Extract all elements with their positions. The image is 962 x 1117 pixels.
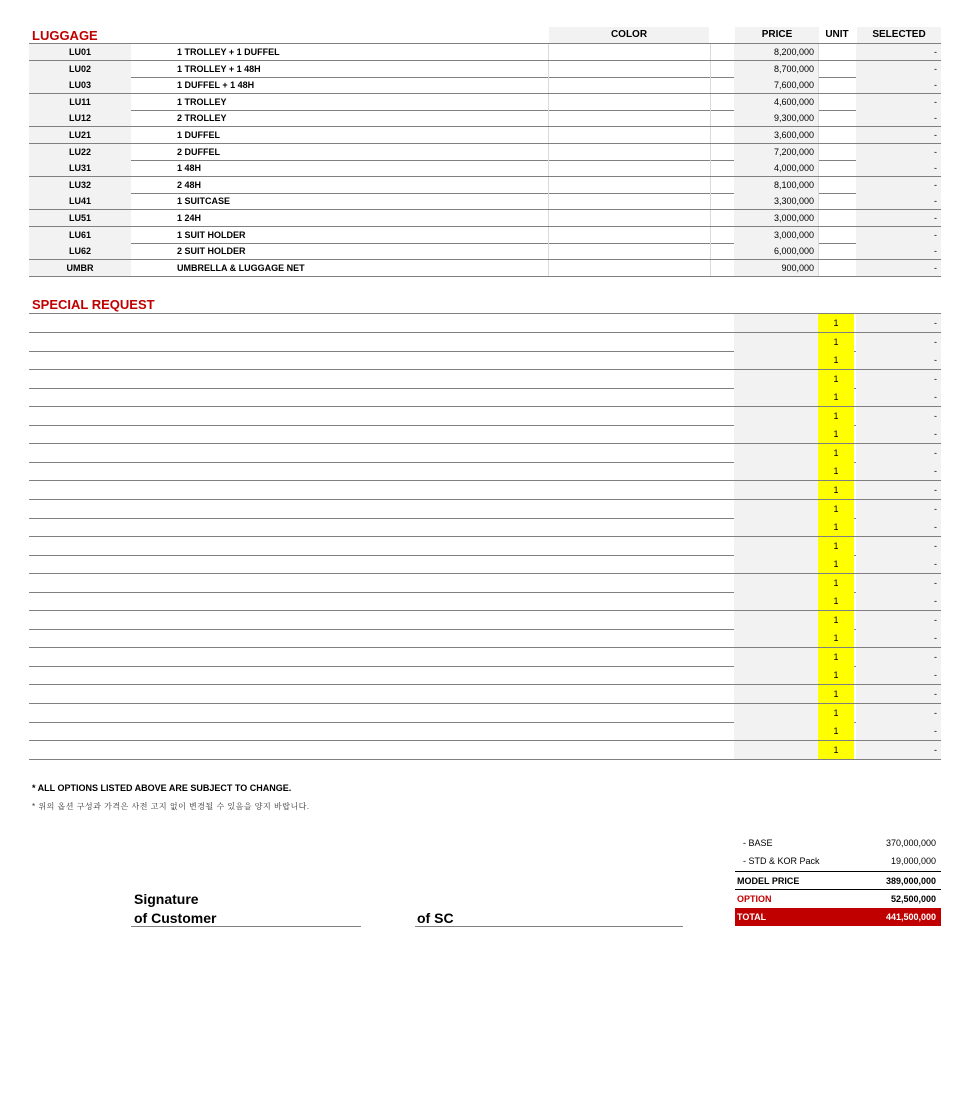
request-price-cell[interactable] bbox=[734, 685, 818, 703]
item-name: 1 48H bbox=[177, 163, 202, 174]
request-selected: - bbox=[856, 629, 941, 647]
signature-label: Signature bbox=[134, 891, 199, 907]
pack-value: 19,000,000 bbox=[890, 856, 936, 866]
selected-value: - bbox=[856, 160, 941, 176]
selected-value: - bbox=[856, 110, 941, 126]
selected-value: - bbox=[856, 127, 941, 143]
luggage-row bbox=[29, 227, 941, 244]
unit-cell[interactable] bbox=[818, 177, 855, 193]
unit-cell[interactable] bbox=[818, 227, 855, 243]
request-unit[interactable]: 1 bbox=[818, 425, 854, 443]
item-price: 8,700,000 bbox=[734, 61, 818, 77]
item-code: LU12 bbox=[29, 110, 131, 126]
request-price-cell[interactable] bbox=[734, 611, 818, 629]
request-selected: - bbox=[856, 537, 941, 555]
color-cell[interactable] bbox=[548, 144, 711, 160]
item-code: LU31 bbox=[29, 160, 131, 176]
item-price: 7,200,000 bbox=[734, 144, 818, 160]
request-unit[interactable]: 1 bbox=[818, 407, 854, 425]
request-description-cell[interactable] bbox=[29, 500, 733, 518]
item-price: 8,100,000 bbox=[734, 177, 818, 193]
item-name: 1 TROLLEY bbox=[177, 96, 227, 107]
request-description-cell[interactable] bbox=[29, 462, 733, 480]
option-label: OPTION bbox=[737, 894, 772, 904]
special-request-row bbox=[29, 555, 941, 574]
luggage-row bbox=[29, 110, 941, 127]
request-price-cell[interactable] bbox=[734, 407, 818, 425]
item-code: LU22 bbox=[29, 144, 131, 160]
item-name: 1 SUIT HOLDER bbox=[177, 229, 246, 240]
request-price-cell[interactable] bbox=[734, 537, 818, 555]
luggage-row bbox=[29, 94, 941, 111]
request-unit[interactable]: 1 bbox=[818, 444, 854, 462]
special-request-row bbox=[29, 388, 941, 407]
item-price: 3,000,000 bbox=[734, 227, 818, 243]
color-cell[interactable] bbox=[548, 94, 711, 110]
request-selected: - bbox=[856, 741, 941, 759]
request-unit[interactable]: 1 bbox=[818, 462, 854, 480]
request-unit[interactable]: 1 bbox=[818, 555, 854, 573]
request-description-cell[interactable] bbox=[29, 370, 733, 388]
unit-cell[interactable] bbox=[818, 77, 855, 93]
request-description-cell[interactable] bbox=[29, 537, 733, 555]
unit-cell[interactable] bbox=[818, 127, 855, 143]
request-unit[interactable]: 1 bbox=[818, 500, 854, 518]
special-request-row bbox=[29, 333, 941, 352]
request-price-cell[interactable] bbox=[734, 388, 818, 406]
request-unit[interactable]: 1 bbox=[818, 370, 854, 388]
request-description-cell[interactable] bbox=[29, 648, 733, 666]
request-unit[interactable]: 1 bbox=[818, 537, 854, 555]
special-request-row bbox=[29, 314, 941, 333]
request-description-cell[interactable] bbox=[29, 314, 733, 332]
request-description-cell[interactable] bbox=[29, 518, 733, 536]
request-unit[interactable]: 1 bbox=[818, 314, 854, 332]
request-price-cell[interactable] bbox=[734, 666, 818, 684]
request-description-cell[interactable] bbox=[29, 741, 733, 759]
special-request-row bbox=[29, 481, 941, 500]
item-price: 4,600,000 bbox=[734, 94, 818, 110]
luggage-title: LUGGAGE bbox=[32, 28, 98, 43]
request-unit[interactable]: 1 bbox=[818, 592, 854, 610]
request-selected: - bbox=[856, 500, 941, 518]
request-price-cell[interactable] bbox=[734, 333, 818, 351]
request-selected: - bbox=[856, 481, 941, 499]
total-label: TOTAL bbox=[737, 912, 767, 922]
base-value: 370,000,000 bbox=[885, 838, 936, 848]
item-name: 1 TROLLEY + 1 48H bbox=[177, 63, 261, 74]
special-request-row bbox=[29, 629, 941, 648]
options-notice-en: * ALL OPTIONS LISTED ABOVE ARE SUBJECT TO CHANGE. bbox=[32, 783, 292, 793]
request-price-cell[interactable] bbox=[734, 370, 818, 388]
option-value: 52,500,000 bbox=[890, 894, 936, 904]
item-name: UMBRELLA & LUGGAGE NET bbox=[177, 262, 305, 273]
request-selected: - bbox=[856, 722, 941, 740]
request-unit[interactable]: 1 bbox=[818, 648, 854, 666]
special-request-title: SPECIAL REQUEST bbox=[32, 297, 155, 312]
request-unit[interactable]: 1 bbox=[818, 666, 854, 684]
special-request-row bbox=[29, 574, 941, 593]
item-code: LU03 bbox=[29, 77, 131, 93]
request-price-cell[interactable] bbox=[734, 722, 818, 740]
special-request-row bbox=[29, 685, 941, 704]
item-code: LU51 bbox=[29, 210, 131, 226]
item-code: LU61 bbox=[29, 227, 131, 243]
request-unit[interactable]: 1 bbox=[818, 351, 854, 369]
request-unit[interactable]: 1 bbox=[818, 629, 854, 647]
luggage-row bbox=[29, 177, 941, 194]
item-name: 1 TROLLEY + 1 DUFFEL bbox=[177, 47, 280, 57]
request-price-cell[interactable] bbox=[734, 351, 818, 369]
color-header: COLOR bbox=[549, 27, 709, 43]
item-price: 9,300,000 bbox=[734, 110, 818, 126]
request-unit[interactable]: 1 bbox=[818, 333, 854, 351]
unit-cell[interactable] bbox=[818, 61, 855, 77]
color-cell[interactable] bbox=[548, 61, 711, 77]
request-unit[interactable]: 1 bbox=[818, 685, 854, 703]
request-selected: - bbox=[856, 592, 941, 610]
request-description-cell[interactable] bbox=[29, 425, 733, 443]
selected-value: - bbox=[856, 193, 941, 209]
request-description-cell[interactable] bbox=[29, 481, 733, 499]
special-request-row bbox=[29, 425, 941, 444]
special-request-row bbox=[29, 648, 941, 667]
selected-value: - bbox=[856, 243, 941, 259]
request-selected: - bbox=[856, 574, 941, 592]
summary-base bbox=[735, 834, 941, 852]
item-code: LU02 bbox=[29, 61, 131, 77]
item-code: LU41 bbox=[29, 193, 131, 209]
item-price: 8,200,000 bbox=[734, 44, 818, 60]
unit-cell[interactable] bbox=[818, 210, 855, 226]
request-price-cell[interactable] bbox=[734, 425, 818, 443]
price-header: PRICE bbox=[735, 27, 819, 43]
request-price-cell[interactable] bbox=[734, 648, 818, 666]
request-description-cell[interactable] bbox=[29, 407, 733, 425]
selected-header: SELECTED bbox=[857, 27, 941, 43]
luggage-row bbox=[29, 127, 941, 144]
request-description-cell[interactable] bbox=[29, 722, 733, 740]
request-description-cell[interactable] bbox=[29, 685, 733, 703]
summary-pack bbox=[735, 852, 941, 870]
luggage-row bbox=[29, 243, 941, 260]
summary-model-price bbox=[735, 871, 941, 890]
luggage-row bbox=[29, 61, 941, 78]
unit-cell[interactable] bbox=[818, 193, 855, 209]
item-name: 2 SUIT HOLDER bbox=[177, 246, 246, 257]
request-price-cell[interactable] bbox=[734, 500, 818, 518]
luggage-row bbox=[29, 160, 941, 177]
request-unit[interactable]: 1 bbox=[818, 518, 854, 536]
total-value: 441,500,000 bbox=[885, 912, 936, 922]
selected-value: - bbox=[856, 210, 941, 226]
color-cell[interactable] bbox=[548, 193, 711, 209]
item-code: LU21 bbox=[29, 127, 131, 143]
sc-label: of SC bbox=[417, 910, 454, 926]
item-price: 4,000,000 bbox=[734, 160, 818, 176]
item-name: 1 24H bbox=[177, 213, 202, 223]
pack-label: - STD & KOR Pack bbox=[743, 856, 820, 866]
request-selected: - bbox=[856, 388, 941, 406]
request-selected: - bbox=[856, 425, 941, 443]
request-description-cell[interactable] bbox=[29, 611, 733, 629]
item-price: 6,000,000 bbox=[734, 243, 818, 259]
unit-cell[interactable] bbox=[818, 110, 855, 126]
customer-signature-line[interactable] bbox=[131, 926, 361, 927]
model-price-label: MODEL PRICE bbox=[737, 876, 800, 886]
request-selected: - bbox=[856, 351, 941, 369]
unit-cell[interactable] bbox=[818, 260, 855, 276]
special-request-row bbox=[29, 722, 941, 741]
luggage-row bbox=[29, 193, 941, 210]
summary-total bbox=[735, 908, 941, 926]
request-selected: - bbox=[856, 648, 941, 666]
item-code: LU01 bbox=[29, 44, 131, 60]
luggage-row bbox=[29, 44, 941, 61]
item-price: 3,600,000 bbox=[734, 127, 818, 143]
unit-cell[interactable] bbox=[818, 160, 855, 176]
item-price: 3,300,000 bbox=[734, 193, 818, 209]
request-selected: - bbox=[856, 314, 941, 332]
request-selected: - bbox=[856, 444, 941, 462]
special-request-row bbox=[29, 592, 941, 611]
item-code: LU11 bbox=[29, 94, 131, 110]
request-price-cell[interactable] bbox=[734, 462, 818, 480]
selected-value: - bbox=[856, 227, 941, 243]
luggage-row bbox=[29, 260, 941, 277]
item-name: 2 DUFFEL bbox=[177, 146, 221, 157]
luggage-row bbox=[29, 144, 941, 161]
request-price-cell[interactable] bbox=[734, 518, 818, 536]
color-cell[interactable] bbox=[548, 77, 711, 93]
request-price-cell[interactable] bbox=[734, 592, 818, 610]
request-unit[interactable]: 1 bbox=[818, 704, 854, 722]
request-unit[interactable]: 1 bbox=[818, 481, 854, 499]
selected-value: - bbox=[856, 44, 941, 60]
color-cell[interactable] bbox=[548, 177, 711, 193]
special-request-row bbox=[29, 611, 941, 630]
base-label: - BASE bbox=[743, 838, 773, 848]
request-price-cell[interactable] bbox=[734, 704, 818, 722]
item-code: LU32 bbox=[29, 177, 131, 193]
request-description-cell[interactable] bbox=[29, 333, 733, 351]
request-selected: - bbox=[856, 611, 941, 629]
special-request-row bbox=[29, 444, 941, 463]
special-request-row bbox=[29, 370, 941, 389]
request-price-cell[interactable] bbox=[734, 741, 818, 759]
request-price-cell[interactable] bbox=[734, 481, 818, 499]
color-cell[interactable] bbox=[548, 243, 711, 259]
unit-cell[interactable] bbox=[818, 243, 855, 259]
request-price-cell[interactable] bbox=[734, 444, 818, 462]
request-selected: - bbox=[856, 666, 941, 684]
request-description-cell[interactable] bbox=[29, 629, 733, 647]
item-price: 7,600,000 bbox=[734, 77, 818, 93]
unit-header: UNIT bbox=[819, 27, 855, 43]
item-code: LU62 bbox=[29, 243, 131, 259]
unit-cell[interactable] bbox=[818, 94, 855, 110]
request-unit[interactable]: 1 bbox=[818, 574, 854, 592]
request-unit[interactable]: 1 bbox=[818, 611, 854, 629]
luggage-row bbox=[29, 77, 941, 94]
special-request-row bbox=[29, 500, 941, 519]
item-price: 900,000 bbox=[734, 260, 818, 276]
special-request-row bbox=[29, 407, 941, 426]
selected-value: - bbox=[856, 177, 941, 193]
unit-cell[interactable] bbox=[818, 144, 855, 160]
special-request-row bbox=[29, 351, 941, 370]
request-unit[interactable]: 1 bbox=[818, 741, 854, 759]
selected-value: - bbox=[856, 61, 941, 77]
request-price-cell[interactable] bbox=[734, 314, 818, 332]
special-request-row bbox=[29, 537, 941, 556]
special-request-row bbox=[29, 741, 941, 760]
luggage-row bbox=[29, 210, 941, 227]
request-selected: - bbox=[856, 407, 941, 425]
color-cell[interactable] bbox=[548, 160, 711, 176]
request-selected: - bbox=[856, 704, 941, 722]
request-selected: - bbox=[856, 333, 941, 351]
item-name: 1 DUFFEL bbox=[177, 130, 221, 140]
request-description-cell[interactable] bbox=[29, 388, 733, 406]
item-price: 3,000,000 bbox=[734, 210, 818, 226]
request-description-cell[interactable] bbox=[29, 666, 733, 684]
item-code: UMBR bbox=[29, 260, 131, 276]
request-selected: - bbox=[856, 555, 941, 573]
selected-value: - bbox=[856, 94, 941, 110]
request-description-cell[interactable] bbox=[29, 592, 733, 610]
color-cell[interactable] bbox=[548, 210, 711, 226]
customer-label: of Customer bbox=[134, 910, 217, 926]
sc-signature-line[interactable] bbox=[415, 926, 683, 927]
special-request-row bbox=[29, 704, 941, 723]
unit-cell[interactable] bbox=[818, 44, 855, 60]
summary-option bbox=[735, 889, 941, 908]
request-price-cell[interactable] bbox=[734, 555, 818, 573]
request-description-cell[interactable] bbox=[29, 555, 733, 573]
request-description-cell[interactable] bbox=[29, 351, 733, 369]
request-unit[interactable]: 1 bbox=[818, 388, 854, 406]
special-request-row bbox=[29, 462, 941, 481]
request-price-cell[interactable] bbox=[734, 629, 818, 647]
color-cell[interactable] bbox=[548, 44, 711, 60]
color-cell[interactable] bbox=[548, 227, 711, 243]
model-price-value: 389,000,000 bbox=[885, 876, 936, 886]
selected-value: - bbox=[856, 260, 941, 276]
selected-value: - bbox=[856, 144, 941, 160]
request-description-cell[interactable] bbox=[29, 444, 733, 462]
special-request-row bbox=[29, 666, 941, 685]
item-name: 1 DUFFEL + 1 48H bbox=[177, 80, 255, 91]
special-request-row bbox=[29, 518, 941, 537]
request-selected: - bbox=[856, 685, 941, 703]
request-selected: - bbox=[856, 462, 941, 480]
color-cell[interactable] bbox=[548, 260, 711, 276]
color-cell[interactable] bbox=[548, 127, 711, 143]
item-name: 2 TROLLEY bbox=[177, 113, 227, 124]
request-price-cell[interactable] bbox=[734, 574, 818, 592]
request-unit[interactable]: 1 bbox=[818, 722, 854, 740]
request-selected: - bbox=[856, 518, 941, 536]
item-name: 2 48H bbox=[177, 179, 202, 190]
selected-value: - bbox=[856, 77, 941, 93]
request-description-cell[interactable] bbox=[29, 704, 733, 722]
color-cell[interactable] bbox=[548, 110, 711, 126]
request-selected: - bbox=[856, 370, 941, 388]
item-name: 1 SUITCASE bbox=[177, 196, 231, 207]
options-notice-ko: * 위의 옵션 구성과 가격은 사전 고지 없이 변경될 수 있음을 양지 바랍니다. bbox=[32, 802, 310, 811]
request-description-cell[interactable] bbox=[29, 574, 733, 592]
